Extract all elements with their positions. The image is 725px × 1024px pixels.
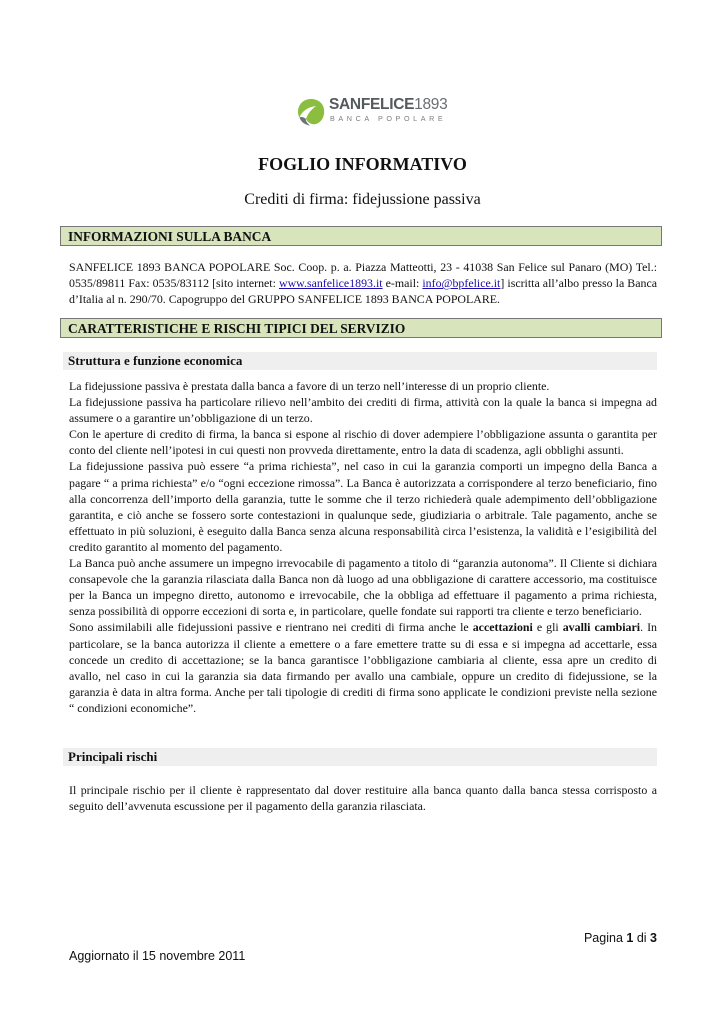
paragraph: Il principale rischio per il cliente è rappresentato dal dover restituire alla banca quanto dalla banca stessa corrisposto a seguito dell’avvenuta escussione per il pagamento della garanzia rilasciata. (69, 783, 657, 814)
email-link[interactable]: info@bpfelice.it (422, 276, 501, 291)
leaf-logo-icon (296, 97, 326, 127)
page-word: Pagina (583, 931, 623, 945)
main-risks-body (69, 782, 657, 814)
bank-info-text: e-mail: (382, 276, 423, 291)
paragraph: La Banca può anche assumere un impegno irrevocabile di pagamento a titolo di “garanzia autonoma”. Il Cliente si dichiara consapevole che la garanzia rilasciata dalla Banca non dà luogo ad una obbligazione di carattere accessorio, ma costituisce per la Banca un impegno diretto, autonomo e irrevocabile, che la obbliga ad effettuare il pagamento a prima richiesta, senza possibilità di opporre eccezioni di sorta e, in particolare, quelle fondate sui rapporti tra cliente e terzo beneficiario. (69, 556, 657, 619)
page-number (584, 931, 657, 945)
document-title: FOGLIO INFORMATIVO (258, 154, 467, 174)
logo-wordmark (329, 96, 447, 114)
paragraph: La fidejussione passiva può essere “a prima richiesta”, nel caso in cui la garanzia comporti un impegno della Banca a pagare “ a prima richiesta” e/o “ogni eccezione rimossa”. La Banca è autorizzata a corrispondere al terzo beneficiario, fino alla concorrenza dell’importo della garanzia, tutte le somme che il terzo richiederà quale adempimento dell’obbligazione garantita, e ciò anche se fossero sorte contestazioni in qualunque sede, giudiziaria o arbitrale. Tale pagamento, anche se effettuato in più soluzioni, è eseguito dalla Banca senza alcuna responsabilità circa l’esistenza, la validità e l’esigibilità del credito garantito al momento del pagamento. (69, 459, 657, 554)
bold-term: avalli cambiari (562, 620, 641, 635)
website-link[interactable]: www.sanfelice1893.it (278, 276, 383, 291)
bank-logo (296, 96, 448, 130)
paragraph: La fidejussione passiva ha particolare rilievo nell’ambito dei crediti di firma, attività con la quale la banca si impegna ad assumere o a garantire un’obbligazione di un terzo. (69, 395, 657, 426)
page-current: 1 (626, 931, 634, 945)
paragraph-text: Sono assimilabili alle fidejussioni passive e rientrano nei crediti di firma anche le (69, 620, 473, 635)
subheading-structure: Struttura e funzione economica (63, 352, 657, 370)
bank-info-text: SANFELICE 1893 BANCA POPOLARE Soc. Coop. p. a. Piazza Matteotti, 23 - 41038 San Felice sul Panaro (MO) Tel.: 0535/89811 Fax: 0535/83112 [sito internet: (69, 260, 657, 291)
subheading-main-risks: Principali rischi (63, 748, 657, 766)
logo-year: 1893 (414, 96, 448, 113)
structure-body (69, 378, 657, 716)
page-total: 3 (650, 931, 657, 945)
paragraph: Con le aperture di credito di firma, la banca si espone al rischio di dover adempiere l’obbligazione assunta o garantita per conto del cliente nell’ipotesi in cui questi non provveda direttamente, entro la data di scadenza, agli obblighi assunti. (69, 427, 657, 458)
logo-brand: SANFELICE (329, 96, 415, 113)
paragraph (69, 619, 657, 716)
bank-info-text: ] iscritta all’albo presso la Banca d’Italia al n. 290/70. Capogruppo del GRUPPO SANFELICE 1893 BANCA POPOLARE. (69, 276, 657, 307)
section-heading-risks: CARATTERISTICHE E RISCHI TIPICI DEL SERVIZIO (60, 318, 662, 338)
paragraph-text: . In particolare, se la banca autorizza il cliente a emettere o a fare emettere tratte su di essa e si impegna ad accettarle, essa concede un credito di accettazione; se la banca garantisce l’obbligazione cambiaria al cliente, essa apre un credito di avallo, nel caso in cui la garanzia sia data firmando per avallo una cambiale, oppure un credito di fidejussione, se la garanzia è data in altra forma. Anche per tali tipologie di crediti di firma sono applicate le condizioni previste nella sezione “ condizioni economiche”. (69, 620, 658, 715)
bold-term: accettazioni (472, 620, 533, 635)
bank-info-paragraph (69, 259, 657, 307)
paragraph: La fidejussione passiva è prestata dalla banca a favore di un terzo nell’interesse di un proprio cliente. (69, 379, 550, 393)
paragraph-text: e gli (532, 620, 563, 635)
logo-tagline: BANCA POPOLARE (330, 114, 447, 123)
document-subtitle: Crediti di firma: fidejussione passiva (244, 191, 481, 208)
updated-date: Aggiornato il 15 novembre 2011 (69, 949, 246, 963)
section-heading-bank-info: INFORMAZIONI SULLA BANCA (60, 226, 662, 246)
page-of: di (636, 931, 647, 945)
